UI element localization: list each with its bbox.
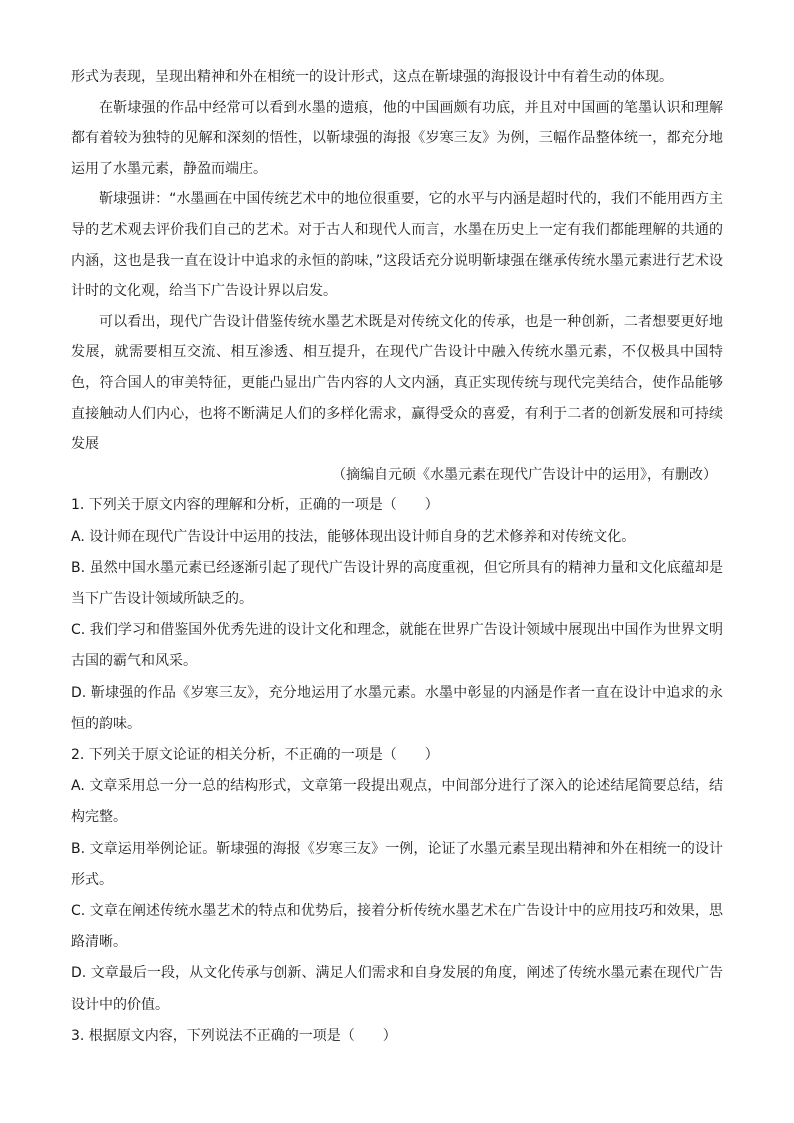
- question-3-stem: 3. 根据原文内容，下列说法不正确的一项是（ ）: [71, 1027, 397, 1044]
- question-1-stem: 1. 下列关于原文内容的理解和分析，正确的一项是（ ）: [71, 497, 439, 514]
- question-2-option-c: C. 文章在阐述传统水墨艺术的特点和优势后，接着分析传统水墨艺术在广告设计中的应用技巧和效果，思路清晰。: [71, 902, 723, 951]
- document-page: [71, 62, 723, 1052]
- question-1-option-c: C. 我们学习和借鉴国外优秀先进的设计文化和理念，就能在世界广告设计领域中展现出中国作为世界文明古国的霸气和风采。: [71, 622, 723, 670]
- article-source: （摘编自元硕《水墨元素在现代广告设计中的运用》，有删改）: [332, 466, 717, 483]
- question-2-option-b: B. 文章运用举例论证。靳埭强的海报《岁寒三友》一例，论证了水墨元素呈现出精神和外在相统一的设计形式。: [71, 840, 723, 888]
- article-paragraph-4: 可以看出，现代广告设计借鉴传统水墨艺术既是对传统文化的传承，也是一种创新，二者想要更好地发展，就需要相互交流、相互渗透、相互提升，在现代广告设计中融入传统水墨元素，不仅极具中国特色，符合国人的审美特征，更能凸显出广告内容的人文内涵，真正实现传统与现代完美结合，使作品能够直接触动人们内心，也将不断满足人们的多样化需求，赢得受众的喜爱，有利于二者的创新发展和可持续发展: [71, 313, 723, 453]
- question-1-option-d: D. 靳埭强的作品《岁寒三友》，充分地运用了水墨元素。水墨中彰显的内涵是作者一直在设计中追求的永恒的韵味。: [71, 684, 723, 732]
- article-paragraph-1: 形式为表现，呈现出精神和外在相统一的设计形式，这点在靳埭强的海报设计中有着生动的体现。: [71, 69, 673, 85]
- question-1-option-a: A. 设计师在现代广告设计中运用的技法，能够体现出设计师自身的艺术修养和对传统文化。: [71, 528, 636, 545]
- article-paragraph-2: 在靳埭强的作品中经常可以看到水墨的遗痕，他的中国画颇有功底，并且对中国画的笔墨认识和理解都有着较为独特的见解和深刻的悟性，以靳埭强的海报《岁寒三友》为例，三幅作品整体统一，都充分地运用了水墨元素，静盈而端庄。: [71, 99, 723, 177]
- article-paragraph-3: 靳埭强讲：“水墨画在中国传统艺术中的地位很重要，它的水平与内涵是超时代的，我们不能用西方主导的艺术观去评价我们自己的艺术。对于古人和现代人而言，水墨在历史上一定有我们都能理解的共通的内涵，这也是我一直在设计中追求的永恒的韵味，”这段话充分说明靳埭强在继承传统水墨元素进行艺术设计时的文化观，给当下广告设计界以启发。: [71, 191, 723, 300]
- question-2-option-a: A. 文章采用总一分一总的结构形式，文章第一段提出观点，中间部分进行了深入的论述结尾简要总结，结构完整。: [71, 778, 723, 826]
- question-2-stem: 2. 下列关于原文论证的相关分析，不正确的一项是（ ）: [71, 746, 439, 763]
- question-1-option-b: B. 虽然中国水墨元素已经逐渐引起了现代广告设计界的高度重视，但它所具有的精神力量和文化底蕴却是当下广告设计领域所缺乏的。: [71, 559, 723, 607]
- question-2-option-d: D. 文章最后一段，从文化传承与创新、满足人们需求和自身发展的角度，阐述了传统水墨元素在现代广告设计中的价值。: [71, 965, 723, 1013]
